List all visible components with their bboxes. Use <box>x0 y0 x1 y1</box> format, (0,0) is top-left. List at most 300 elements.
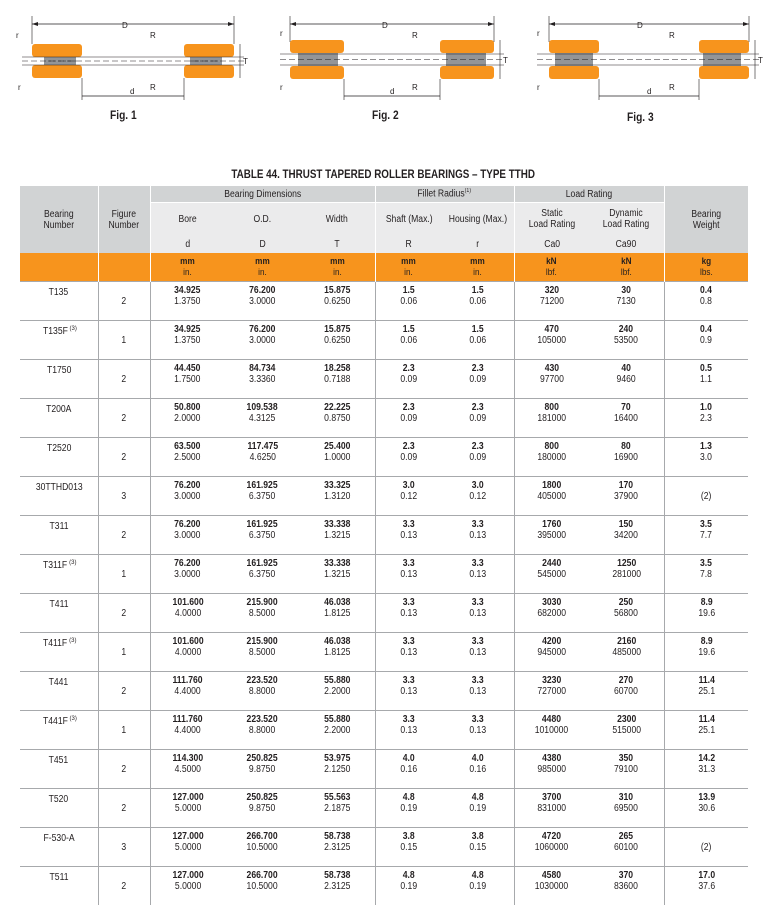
width-imperial: 2.1875 <box>324 803 350 814</box>
width-imperial: 2.2000 <box>324 686 350 697</box>
width-cell <box>300 360 375 399</box>
bore-cell <box>150 321 225 360</box>
figure-number: 2 <box>98 750 150 789</box>
width-cell <box>300 399 375 438</box>
shaft-cell <box>375 360 442 399</box>
bearing-number-cell <box>20 867 98 905</box>
width-metric: 33.338 <box>324 558 350 569</box>
shaft-metric: 2.3 <box>400 363 417 374</box>
width-imperial: 1.8125 <box>324 608 350 619</box>
dynamic-cell <box>589 711 664 750</box>
bearing-number-cell <box>20 438 98 477</box>
housing-imperial: 0.13 <box>469 569 486 580</box>
bore-metric: 76.200 <box>175 519 201 530</box>
shaft-imperial: 0.16 <box>400 764 417 775</box>
static-cell <box>514 399 589 438</box>
dynamic-imperial: 16900 <box>614 452 638 463</box>
bore-imperial: 4.0000 <box>172 647 203 658</box>
bearing-number: T311 <box>49 521 68 532</box>
static-imperial: 181000 <box>537 413 566 424</box>
static-imperial: 985000 <box>537 764 566 775</box>
width-cell <box>300 477 375 516</box>
figure-number: 2 <box>98 516 150 555</box>
od-imperial: 9.8750 <box>247 803 278 814</box>
weight-cell <box>664 828 748 867</box>
dynamic-imperial: 83600 <box>614 881 638 892</box>
od-metric: 215.900 <box>247 597 278 608</box>
shaft-metric: 4.8 <box>400 792 417 803</box>
static-cell <box>514 633 589 672</box>
width-imperial: 1.0000 <box>324 452 350 463</box>
weight-cell <box>664 672 748 711</box>
bore-cell <box>150 282 225 321</box>
housing-metric: 3.8 <box>469 831 486 842</box>
bore-metric: 127.000 <box>172 831 203 842</box>
static-metric: 3030 <box>537 597 566 608</box>
od-metric: 161.925 <box>247 480 278 491</box>
weight-metric: 11.4 <box>698 714 715 725</box>
housing-metric: 3.3 <box>469 558 486 569</box>
width-metric: 46.038 <box>324 597 350 608</box>
bearing-number-cell <box>20 477 98 516</box>
static-imperial: 831000 <box>537 803 566 814</box>
weight-imperial: 19.6 <box>698 608 715 619</box>
static-cell <box>514 438 589 477</box>
shaft-imperial: 0.19 <box>400 881 417 892</box>
bore-imperial: 4.0000 <box>172 608 203 619</box>
housing-cell <box>442 516 514 555</box>
dynamic-metric: 350 <box>614 753 638 764</box>
weight-metric: 14.2 <box>698 753 715 764</box>
housing-imperial: 0.13 <box>469 647 486 658</box>
od-cell <box>225 555 300 594</box>
dynamic-metric: 310 <box>614 792 638 803</box>
static-metric: 320 <box>540 285 564 296</box>
shaft-cell <box>375 633 442 672</box>
fig3-label-D: D <box>637 21 643 30</box>
width-imperial: 1.3215 <box>324 569 350 580</box>
fig2-label-D: D <box>382 21 388 30</box>
od-cell <box>225 282 300 321</box>
width-imperial: 2.1250 <box>324 764 350 775</box>
od-imperial: 6.3750 <box>247 491 278 502</box>
housing-imperial: 0.12 <box>469 491 486 502</box>
dynamic-cell <box>589 633 664 672</box>
header-od: O.D. <box>225 203 300 236</box>
weight-imperial: 30.6 <box>698 803 715 814</box>
housing-imperial: 0.09 <box>469 374 486 385</box>
units-shaft: mm in. <box>375 253 442 282</box>
od-cell <box>225 399 300 438</box>
shaft-cell <box>375 477 442 516</box>
od-cell <box>225 477 300 516</box>
header-shaft: Shaft (Max.) <box>375 203 442 236</box>
dynamic-cell <box>589 516 664 555</box>
static-imperial: 545000 <box>537 569 566 580</box>
bearing-number-cell <box>20 516 98 555</box>
shaft-metric: 3.3 <box>400 558 417 569</box>
weight-cell <box>664 555 748 594</box>
figure-number: 1 <box>98 633 150 672</box>
weight-metric: 0.4 <box>700 324 712 335</box>
dynamic-cell <box>589 789 664 828</box>
static-cell <box>514 672 589 711</box>
static-imperial: 1060000 <box>535 842 568 853</box>
weight-metric: 11.4 <box>698 675 715 686</box>
bore-metric: 127.000 <box>172 792 203 803</box>
fig3-label-R-bottom: R <box>669 83 675 92</box>
static-metric: 430 <box>540 363 564 374</box>
dynamic-imperial: 515000 <box>612 725 641 736</box>
static-cell <box>514 516 589 555</box>
dynamic-metric: 270 <box>614 675 638 686</box>
static-cell <box>514 867 589 905</box>
bore-imperial: 5.0000 <box>172 842 203 853</box>
weight-imperial: 37.6 <box>698 881 715 892</box>
figures-area <box>0 0 767 130</box>
weight-imperial: 3.0 <box>700 452 712 463</box>
dynamic-metric: 150 <box>614 519 638 530</box>
header-bearing-number: Bearing Number <box>20 186 98 253</box>
static-metric: 3700 <box>537 792 566 803</box>
fig2-label-R-top: R <box>412 31 418 40</box>
dynamic-cell <box>589 750 664 789</box>
weight-metric: 1.0 <box>700 402 712 413</box>
bore-cell <box>150 711 225 750</box>
dynamic-imperial: 34200 <box>614 530 638 541</box>
weight-cell <box>664 360 748 399</box>
bearing-number-cell <box>20 399 98 438</box>
weight-cell <box>664 789 748 828</box>
width-cell <box>300 321 375 360</box>
weight-metric: (2) <box>701 842 712 853</box>
bore-imperial: 4.4000 <box>173 725 203 736</box>
weight-metric: 3.5 <box>700 519 712 530</box>
weight-metric: 8.9 <box>698 636 715 647</box>
housing-imperial: 0.13 <box>469 725 486 736</box>
table-row <box>20 555 748 594</box>
fig1-label-R-top: R <box>150 31 156 40</box>
weight-cell <box>664 516 748 555</box>
weight-cell <box>664 711 748 750</box>
figure-number: 1 <box>98 321 150 360</box>
bore-metric: 127.000 <box>172 870 203 881</box>
width-metric: 25.400 <box>324 441 350 452</box>
bearing-number-note: (3) <box>70 326 77 332</box>
fig2-label-R-bottom: R <box>412 83 418 92</box>
table-row <box>20 867 748 905</box>
dynamic-metric: 170 <box>614 480 638 491</box>
static-imperial: 945000 <box>537 647 566 658</box>
shaft-metric: 3.3 <box>400 519 417 530</box>
units-blank-2 <box>98 253 150 282</box>
table-row <box>20 282 748 321</box>
od-metric: 161.925 <box>247 558 278 569</box>
weight-cell <box>664 399 748 438</box>
shaft-metric: 3.3 <box>400 636 417 647</box>
od-metric: 76.200 <box>249 285 275 296</box>
od-metric: 250.825 <box>247 753 278 764</box>
bore-imperial: 5.0000 <box>172 803 203 814</box>
width-imperial: 2.3125 <box>324 842 350 853</box>
bore-cell <box>150 516 225 555</box>
od-imperial: 8.8000 <box>247 725 278 736</box>
od-cell <box>225 672 300 711</box>
bore-metric: 34.925 <box>175 285 201 296</box>
housing-cell <box>442 282 514 321</box>
figure-3 <box>527 0 767 130</box>
figure-2-drawing <box>272 0 512 105</box>
od-metric: 76.200 <box>249 324 275 335</box>
housing-imperial: 0.09 <box>469 452 486 463</box>
od-metric: 223.520 <box>247 714 278 725</box>
symbol-bore: d <box>150 235 225 253</box>
bearings-table <box>20 186 748 905</box>
dynamic-metric: 2300 <box>612 714 641 725</box>
bearing-number: T135 <box>49 287 69 298</box>
od-metric: 266.700 <box>247 870 278 881</box>
dynamic-metric: 70 <box>614 402 638 413</box>
bore-imperial: 3.0000 <box>175 491 201 502</box>
figure-1-drawing <box>14 0 254 105</box>
weight-imperial: 0.8 <box>700 296 712 307</box>
static-cell <box>514 555 589 594</box>
bearing-number: F-530-A <box>43 833 74 844</box>
weight-imperial: 7.8 <box>700 569 712 580</box>
housing-cell <box>442 594 514 633</box>
static-metric: 4580 <box>535 870 568 881</box>
od-cell <box>225 828 300 867</box>
bearing-number-cell <box>20 633 98 672</box>
housing-metric: 1.5 <box>469 324 486 335</box>
figure-3-drawing <box>527 0 767 105</box>
housing-cell <box>442 789 514 828</box>
fig2-label-r-top: r <box>280 29 283 38</box>
housing-metric: 2.3 <box>469 363 486 374</box>
width-imperial: 1.3215 <box>324 530 350 541</box>
fig2-label-r-bottom: r <box>280 83 283 92</box>
od-metric: 84.734 <box>249 363 275 374</box>
shaft-metric: 3.3 <box>400 675 417 686</box>
dynamic-imperial: 60100 <box>614 842 638 853</box>
table-row <box>20 633 748 672</box>
dynamic-imperial: 485000 <box>612 647 641 658</box>
bearing-number: T135F <box>43 326 68 337</box>
dynamic-imperial: 69500 <box>614 803 638 814</box>
housing-metric: 3.0 <box>469 480 486 491</box>
header-housing: Housing (Max.) <box>442 203 514 236</box>
bore-imperial: 2.0000 <box>175 413 201 424</box>
shaft-cell <box>375 828 442 867</box>
units-dynamic: kN lbf. <box>589 253 664 282</box>
dynamic-metric: 250 <box>614 597 638 608</box>
bearing-number: T311F <box>43 560 67 571</box>
header-width: Width <box>300 203 375 236</box>
housing-metric: 3.3 <box>469 714 486 725</box>
weight-metric: 0.4 <box>700 285 712 296</box>
housing-metric: 3.3 <box>469 597 486 608</box>
bore-metric: 111.760 <box>173 675 203 686</box>
width-metric: 46.038 <box>324 636 350 647</box>
housing-cell <box>442 750 514 789</box>
width-metric: 53.975 <box>324 753 350 764</box>
bore-cell <box>150 477 225 516</box>
table-row <box>20 399 748 438</box>
width-cell <box>300 828 375 867</box>
od-imperial: 6.3750 <box>247 569 278 580</box>
bore-cell <box>150 438 225 477</box>
weight-imperial: 25.1 <box>698 686 715 697</box>
shaft-cell <box>375 711 442 750</box>
header-bore: Bore <box>150 203 225 236</box>
width-cell <box>300 867 375 905</box>
weight-metric: 13.9 <box>698 792 715 803</box>
width-cell <box>300 750 375 789</box>
housing-metric: 4.8 <box>469 870 486 881</box>
od-cell <box>225 633 300 672</box>
table-row <box>20 750 748 789</box>
dynamic-imperial: 56800 <box>614 608 638 619</box>
dynamic-metric: 1250 <box>612 558 641 569</box>
bearing-number: T511 <box>49 872 68 883</box>
width-cell <box>300 555 375 594</box>
od-imperial: 9.8750 <box>247 764 278 775</box>
dynamic-cell <box>589 282 664 321</box>
header-bearing-weight: Bearing Weight <box>664 186 748 253</box>
table-row <box>20 321 748 360</box>
width-imperial: 0.6250 <box>324 296 350 307</box>
width-metric: 33.325 <box>324 480 350 491</box>
housing-metric: 3.3 <box>469 519 486 530</box>
table-row <box>20 672 748 711</box>
od-imperial: 10.5000 <box>247 842 278 853</box>
static-imperial: 682000 <box>537 608 566 619</box>
od-imperial: 10.5000 <box>247 881 278 892</box>
housing-cell <box>442 828 514 867</box>
width-metric: 58.738 <box>324 831 350 842</box>
od-cell <box>225 750 300 789</box>
figure-number: 3 <box>98 477 150 516</box>
weight-cell <box>664 750 748 789</box>
od-imperial: 8.5000 <box>247 647 278 658</box>
shaft-imperial: 0.09 <box>400 452 417 463</box>
static-metric: 4200 <box>537 636 566 647</box>
symbol-static: Ca0 <box>514 235 589 253</box>
width-cell <box>300 516 375 555</box>
static-cell <box>514 594 589 633</box>
dynamic-cell <box>589 672 664 711</box>
bore-metric: 101.600 <box>172 597 203 608</box>
housing-metric: 3.3 <box>469 636 486 647</box>
bore-imperial: 5.0000 <box>172 881 203 892</box>
width-cell <box>300 672 375 711</box>
width-metric: 15.875 <box>324 285 350 296</box>
shaft-imperial: 0.13 <box>400 725 417 736</box>
width-cell <box>300 633 375 672</box>
static-metric: 1760 <box>537 519 566 530</box>
figure-2 <box>272 0 512 130</box>
od-cell <box>225 321 300 360</box>
shaft-metric: 1.5 <box>400 324 417 335</box>
od-metric: 250.825 <box>247 792 278 803</box>
table-row <box>20 789 748 828</box>
width-imperial: 0.7188 <box>324 374 350 385</box>
static-cell <box>514 321 589 360</box>
bore-metric: 63.500 <box>175 441 201 452</box>
width-imperial: 2.2000 <box>324 725 350 736</box>
width-metric: 55.880 <box>324 675 350 686</box>
bearing-number-cell <box>20 360 98 399</box>
housing-cell <box>442 321 514 360</box>
od-cell <box>225 438 300 477</box>
static-imperial: 395000 <box>537 530 566 541</box>
symbol-width: T <box>300 235 375 253</box>
od-metric: 266.700 <box>247 831 278 842</box>
bore-imperial: 3.0000 <box>175 530 201 541</box>
bore-metric: 44.450 <box>175 363 201 374</box>
width-metric: 18.258 <box>324 363 350 374</box>
housing-cell <box>442 360 514 399</box>
symbol-housing: r <box>442 235 514 253</box>
weight-imperial: 7.7 <box>700 530 712 541</box>
width-imperial: 0.6250 <box>324 335 350 346</box>
housing-cell <box>442 399 514 438</box>
width-cell <box>300 789 375 828</box>
table-row <box>20 711 748 750</box>
units-static: kN lbf. <box>514 253 589 282</box>
weight-metric: 17.0 <box>698 870 715 881</box>
fig3-label-R-top: R <box>669 31 675 40</box>
bearing-number: T441F <box>43 716 68 727</box>
fig2-label-d: d <box>390 87 394 96</box>
table-body <box>20 282 748 905</box>
shaft-imperial: 0.13 <box>400 686 417 697</box>
fig1-label-r-bottom: r <box>18 83 21 92</box>
header-static: Static Load Rating <box>514 203 589 236</box>
bore-imperial: 1.3750 <box>175 296 201 307</box>
bore-cell <box>150 672 225 711</box>
static-metric: 800 <box>537 402 566 413</box>
od-imperial: 4.3125 <box>247 413 278 424</box>
figure-number: 1 <box>98 711 150 750</box>
fig1-label-R-bottom: R <box>150 83 156 92</box>
weight-metric: 3.5 <box>700 558 712 569</box>
od-imperial: 3.0000 <box>249 335 275 346</box>
shaft-metric: 3.8 <box>400 831 417 842</box>
shaft-metric: 1.5 <box>400 285 417 296</box>
shaft-cell <box>375 282 442 321</box>
bore-metric: 114.300 <box>172 753 203 764</box>
symbol-shaft: R <box>375 235 442 253</box>
bore-cell <box>150 633 225 672</box>
fig1-label-D: D <box>122 21 128 30</box>
bore-imperial: 3.0000 <box>175 569 201 580</box>
weight-cell <box>664 594 748 633</box>
static-imperial: 1030000 <box>535 881 568 892</box>
od-metric: 223.520 <box>247 675 278 686</box>
shaft-metric: 3.3 <box>400 714 417 725</box>
housing-imperial: 0.06 <box>469 296 486 307</box>
symbol-dynamic: Ca90 <box>589 235 664 253</box>
od-imperial: 3.3360 <box>249 374 275 385</box>
bearing-number-cell <box>20 750 98 789</box>
housing-metric: 4.0 <box>469 753 486 764</box>
bearing-number: T200A <box>46 404 71 415</box>
figure-number: 2 <box>98 282 150 321</box>
width-metric: 33.338 <box>324 519 350 530</box>
housing-cell <box>442 555 514 594</box>
bore-metric: 50.800 <box>175 402 201 413</box>
